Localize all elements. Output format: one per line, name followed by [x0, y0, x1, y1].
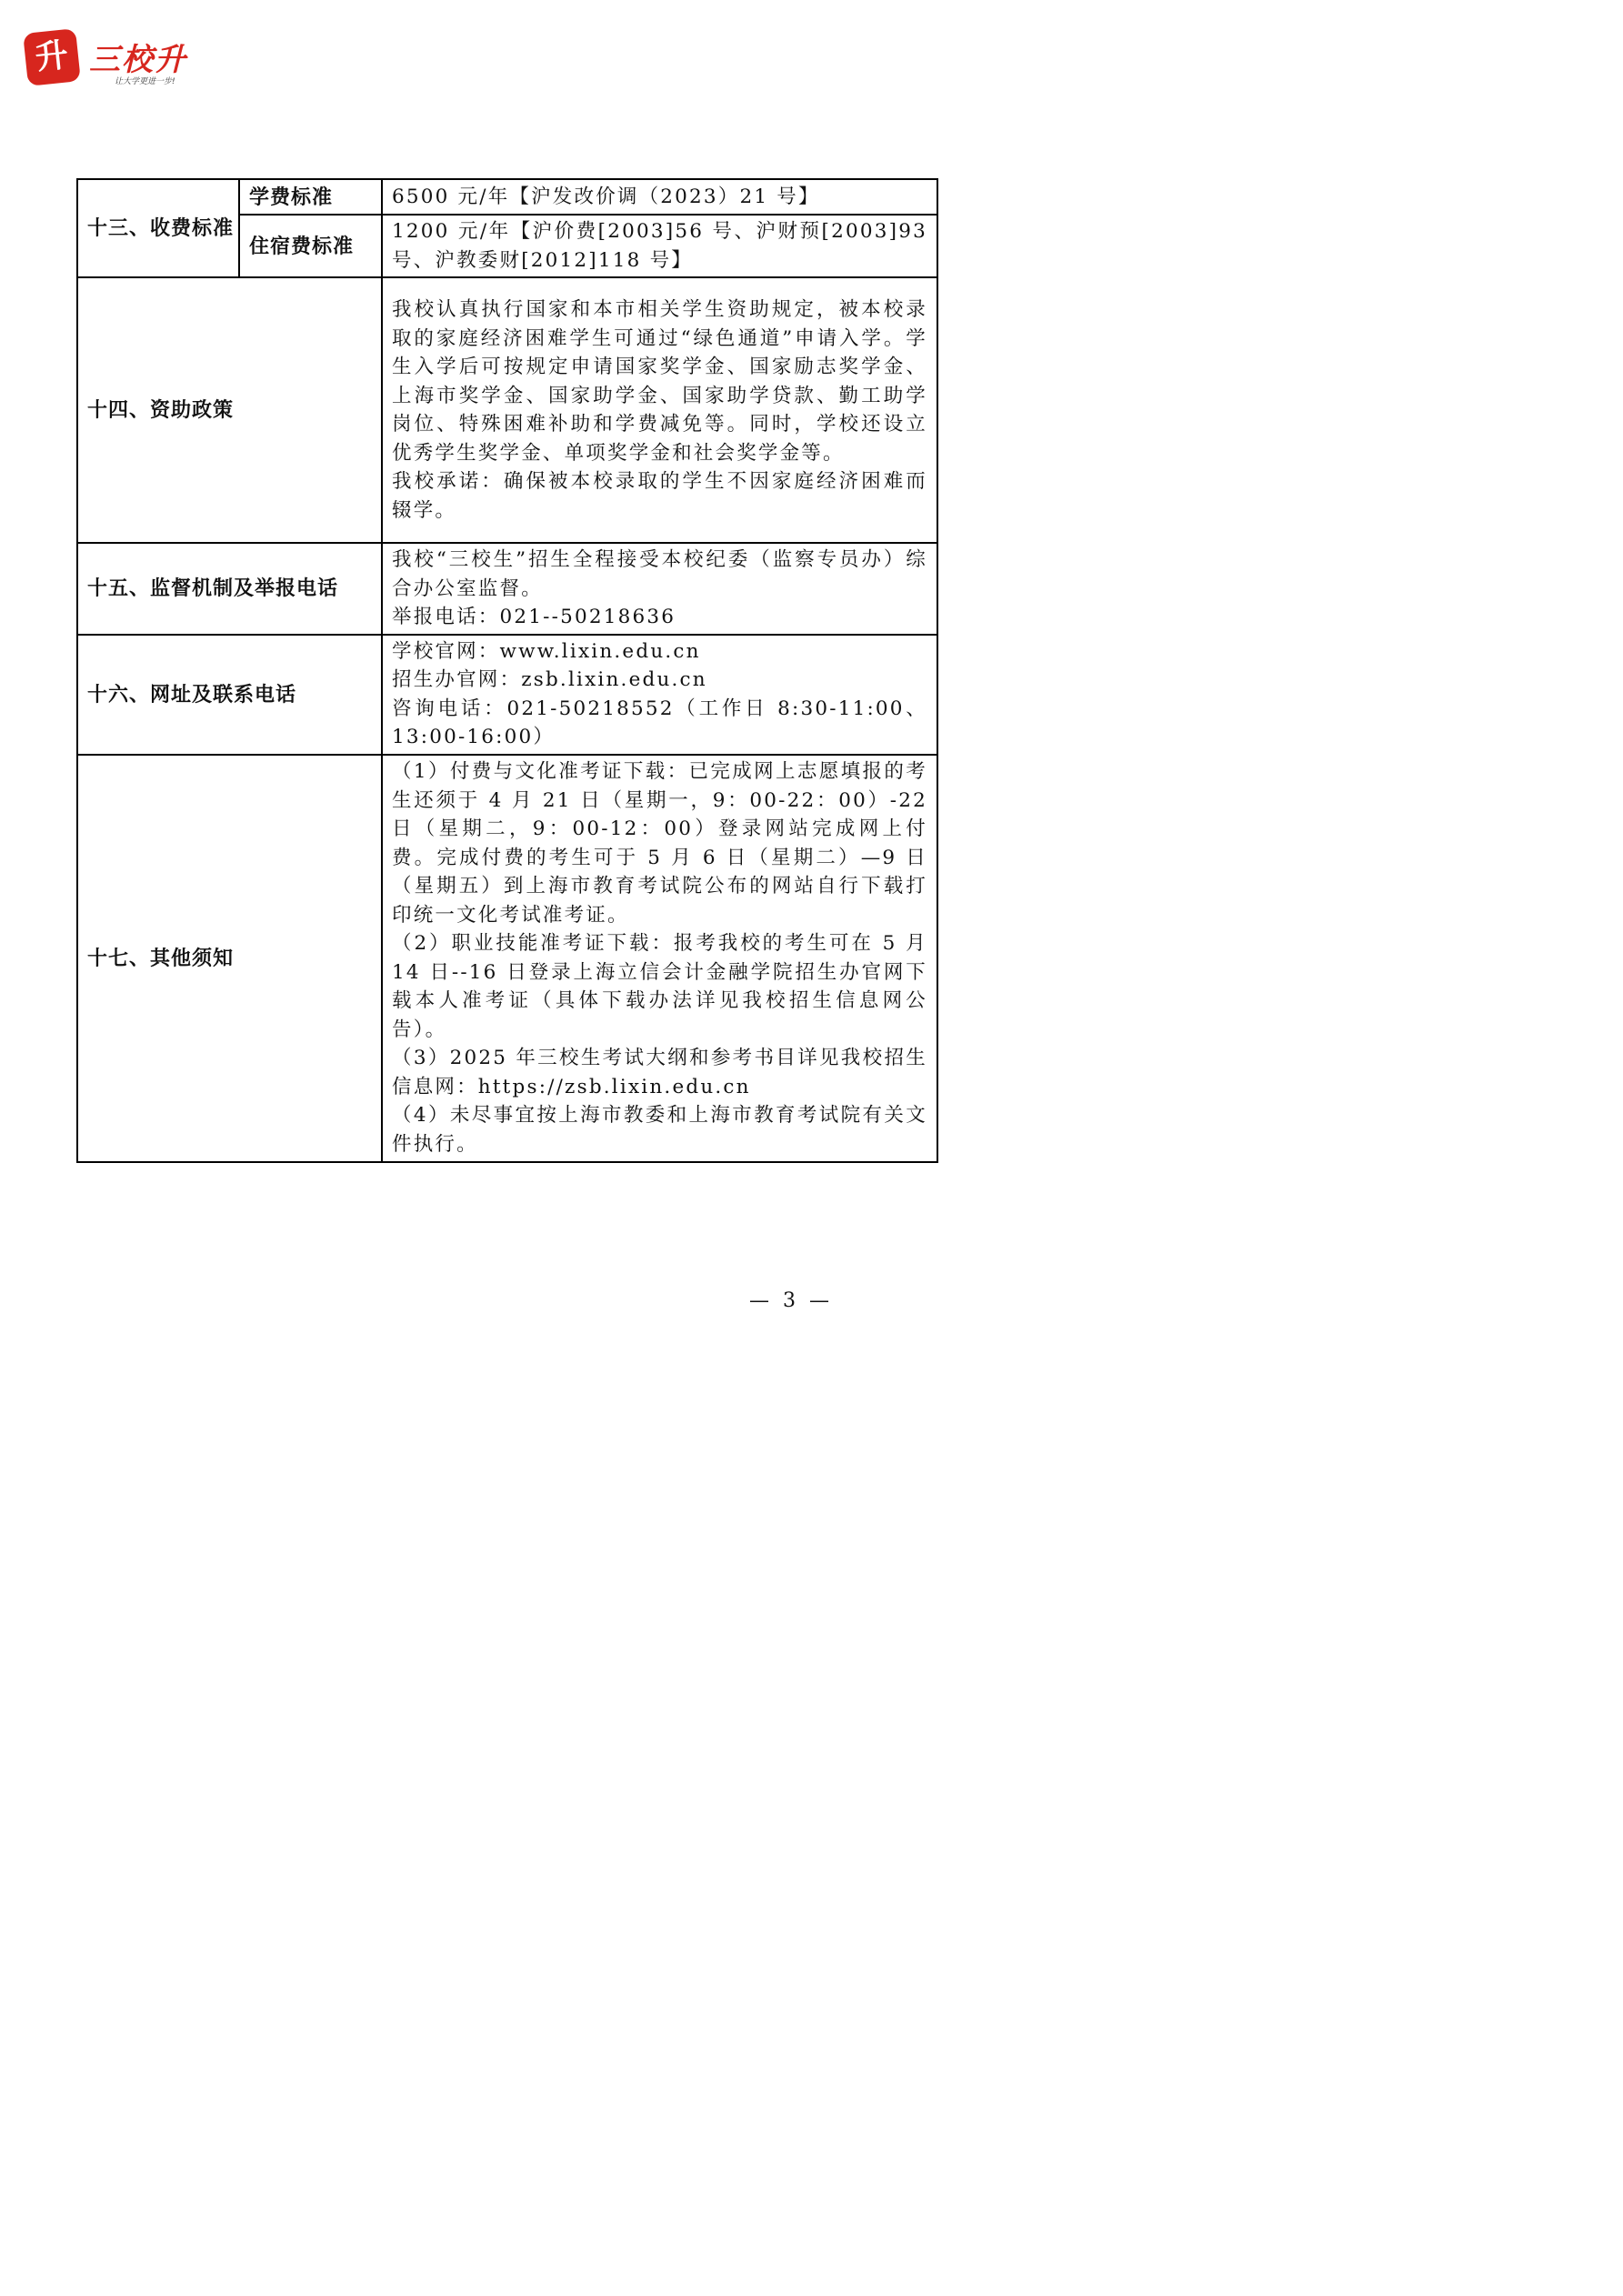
aid-paragraph: 我校承诺：确保被本校录取的学生不因家庭经济困难而辍学。: [392, 470, 927, 522]
logo-name: 三校升: [89, 42, 187, 78]
dorm-value: 1200 元/年【沪价费[2003]56 号、沪财预[2003]93 号、沪教委财[2012]118 号】: [382, 215, 937, 277]
supervision-label: 十五、监督机制及举报电话: [77, 543, 382, 635]
table-row-contact: [77, 635, 937, 755]
aid-paragraph: 我校认真执行国家和本市相关学生资助规定，被本校录取的家庭经济困难学生可通过“绿色通道”申请入学。学生入学后可按规定申请国家奖学金、国家励志奖学金、上海市奖学金、国家助学金、国家助学贷款、勤工助学岗位、特殊困难补助和学费减免等。同时，学校还设立优秀学生奖学金、单项奖学金和社会奖学金等。: [392, 298, 927, 465]
table-row-supervision: [77, 543, 937, 635]
table-row-aid: [77, 277, 937, 543]
logo-slogan: 让大学更进一步!: [115, 77, 175, 86]
contact-label: 十六、网址及联系电话: [77, 635, 382, 755]
page-number: — 3 —: [749, 1289, 833, 1312]
consult-phone-line: 咨询电话：021-50218552（工作日 8:30-11:00、13:00-16:00）: [392, 697, 927, 748]
supervision-phone: 举报电话：021--50218636: [392, 606, 676, 628]
notes-paragraph: （2）职业技能准考证下载：报考我校的考生可在 5 月 14 日--16 日登录上海立信会计金融学院招生办官网下载本人准考证（具体下载办法详见我校招生信息网公告）。: [392, 932, 927, 1041]
dorm-label: 住宿费标准: [239, 215, 382, 277]
table-row-tuition: [77, 179, 937, 215]
supervision-paragraph: 我校“三校生”招生全程接受本校纪委（监察专员办）综合办公室监督。: [392, 548, 927, 600]
aid-content: [382, 277, 937, 543]
admissions-website-line: 招生办官网：zsb.lixin.edu.cn: [392, 668, 707, 691]
site-logo: [13, 24, 204, 96]
contact-content: [382, 635, 937, 755]
notes-content: [382, 755, 937, 1162]
notes-paragraph: （3）2025 年三校生考试大纲和参考书目详见我校招生信息网：https://zsb.lixin.edu.cn: [392, 1047, 927, 1098]
notes-paragraph: （4）未尽事宜按上海市教委和上海市教育考试院有关文件执行。: [392, 1104, 927, 1156]
logo-badge-icon: [23, 28, 81, 86]
notes-paragraph: （1）付费与文化准考证下载：已完成网上志愿填报的考生还须于 4 月 21 日（星期一，9：00-22：00）-22 日（星期二，9：00-12：00）登录网站完成网上付费。完成付费的考生可于 5 月 6 日（星期二）—9 日（星期五）到上海市教育考试院公布的网站自行下载打印统一文化考试准考证。: [392, 760, 927, 927]
tuition-value: 6500 元/年【沪发改价调（2023）21 号】: [382, 179, 937, 215]
tuition-label: 学费标准: [239, 179, 382, 215]
school-website-line: 学校官网：www.lixin.edu.cn: [392, 639, 701, 663]
table-row-notes: [77, 755, 937, 1162]
admission-info-table: [76, 178, 938, 1163]
notes-label: 十七、其他须知: [77, 755, 382, 1162]
aid-label: 十四、资助政策: [77, 277, 382, 543]
fees-label: 十三、收费标准: [77, 179, 239, 277]
supervision-content: [382, 543, 937, 635]
logo-badge-char: 升: [33, 36, 70, 77]
